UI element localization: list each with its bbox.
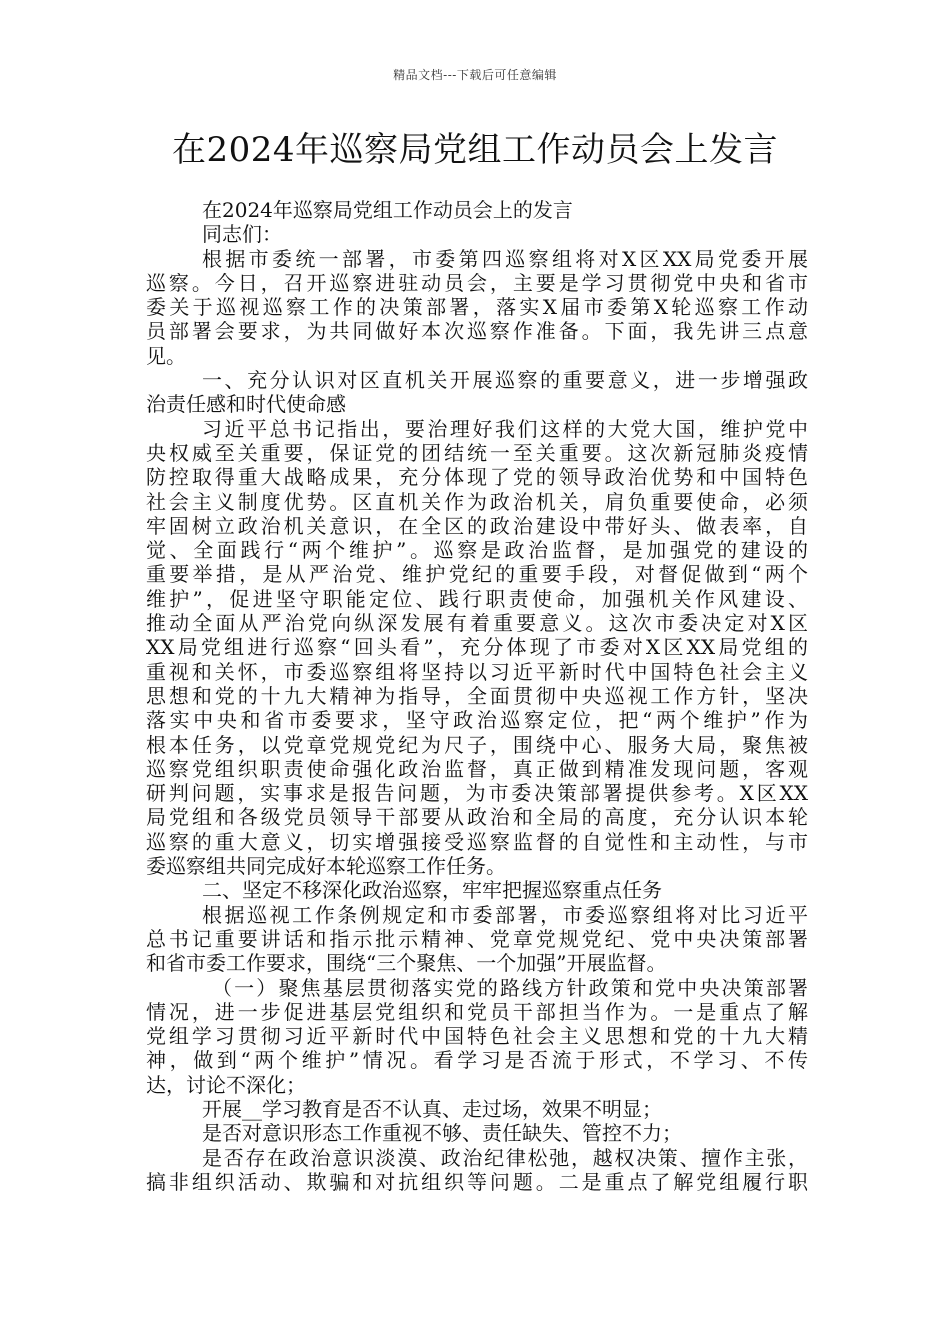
body-line: 觉、全面践行“两个维护”。巡察是政治监督，是加强党的建设的 xyxy=(146,538,808,563)
body-line: 达，讨论不深化； xyxy=(146,1072,306,1097)
body-line: 重视和关怀，市委巡察组将坚持以习近平新时代中国特色社会主义 xyxy=(146,659,808,684)
body-line: 同志们： xyxy=(202,222,282,247)
body-line: 巡察的重大意义，切实增强接受巡察监督的自觉性和主动性，与市 xyxy=(146,829,808,854)
body-line: 重要举措，是从严治党、维护党纪的重要手段，对督促做到“两个 xyxy=(146,562,808,587)
body-line: （一）聚焦基层贯彻落实党的路线方针政策和党中央决策部署 xyxy=(212,975,808,1000)
body-line: 推动全面从严治党向纵深发展有着重要意义。这次市委决定对X区 xyxy=(146,611,808,636)
section-heading-line: 二、坚定不移深化政治巡察，牢牢把握巡察重点任务 xyxy=(202,878,662,903)
body-line: 是否存在政治意识淡漠、政治纪律松弛，越权决策、擅作主张， xyxy=(202,1145,808,1170)
body-line: 维护”，促进坚守职能定位、践行职责使命，加强机关作风建设、 xyxy=(146,586,808,611)
body-line: XX局党组进行巡察“回头看”，充分体现了市委对X区XX局党组的 xyxy=(146,635,808,660)
body-line: 搞非组织活动、欺骗和对抗组织等问题。二是重点了解党组履行职 xyxy=(146,1169,808,1194)
body-line: 委巡察组共同完成好本轮巡察工作任务。 xyxy=(146,854,506,879)
body-line: 神，做到“两个维护”情况。看学习是否流于形式，不学习、不传 xyxy=(146,1048,808,1073)
header-note: 精品文档---下载后可任意编辑 xyxy=(393,68,557,82)
section-heading-line: 一、充分认识对区直机关开展巡察的重要意义，进一步增强政 xyxy=(202,368,808,393)
body-line: 根据市委统一部署，市委第四巡察组将对X区XX局党委开展 xyxy=(202,246,808,271)
body-line: 根据巡视工作条例规定和市委部署，市委巡察组将对比习近平 xyxy=(202,902,808,927)
section-heading-line: 治责任感和时代使命感 xyxy=(146,392,346,417)
body-line: 在2024年巡察局党组工作动员会上的发言 xyxy=(202,198,573,222)
body-line: 思想和党的十九大精神为指导，全面贯彻中央巡视工作方针，坚决 xyxy=(146,683,808,708)
body-line: 是否对意识形态工作重视不够、责任缺失、管控不力； xyxy=(202,1121,682,1146)
body-line: 委关于巡视巡察工作的决策部署，落实X届市委第X轮巡察工作动 xyxy=(146,295,808,320)
body-line: 和省市委工作要求，围绕“三个聚焦、一个加强”开展监督。 xyxy=(146,951,667,976)
body-line: 巡察党组织职责使命强化政治监督，真正做到精准发现问题，客观 xyxy=(146,756,808,781)
body-line: 央权威至关重要，保证党的团结统一至关重要。这次新冠肺炎疫情 xyxy=(146,440,808,465)
body-line: 开展__学习教育是否不认真、走过场，效果不明显； xyxy=(202,1096,662,1121)
body-line: 总书记重要讲话和指示批示精神、党章党规党纪、党中央决策部署 xyxy=(146,926,808,951)
body-line: 社会主义制度优势。区直机关作为政治机关，肩负重要使命，必须 xyxy=(146,489,808,514)
body-line: 局党组和各级党员领导干部要从政治和全局的高度，充分认识本轮 xyxy=(146,805,808,830)
body-line: 习近平总书记指出，要治理好我们这样的大党大国，维护党中 xyxy=(202,416,808,441)
body-line: 防控取得重大战略成果，充分体现了党的领导政治优势和中国特色 xyxy=(146,465,808,490)
body-line: 落实中央和省市委要求，坚守政治巡察定位，把“两个维护”作为 xyxy=(146,708,808,733)
body-line: 巡察。今日，召开巡察进驻动员会，主要是学习贯彻党中央和省市 xyxy=(146,270,808,295)
body-line: 见。 xyxy=(146,343,186,368)
body-line: 根本任务，以党章党规党纪为尺子，围绕中心、服务大局，聚焦被 xyxy=(146,732,808,757)
document-body xyxy=(146,198,808,1194)
body-line: 研判问题，实事求是报告问题，为市委决策部署提供参考。X区XX xyxy=(146,781,808,806)
document-title: 在2024年巡察局党组工作动员会上发言 xyxy=(171,130,779,170)
body-line: 情况，进一步促进基层党组织和党员干部担当作为。一是重点了解 xyxy=(146,999,808,1024)
body-line: 员部署会要求，为共同做好本次巡察作准备。下面，我先讲三点意 xyxy=(146,319,808,344)
body-line: 党组学习贯彻习近平新时代中国特色社会主义思想和党的十九大精 xyxy=(146,1024,808,1049)
body-line: 牢固树立政治机关意识，在全区的政治建设中带好头、做表率，自 xyxy=(146,513,808,538)
